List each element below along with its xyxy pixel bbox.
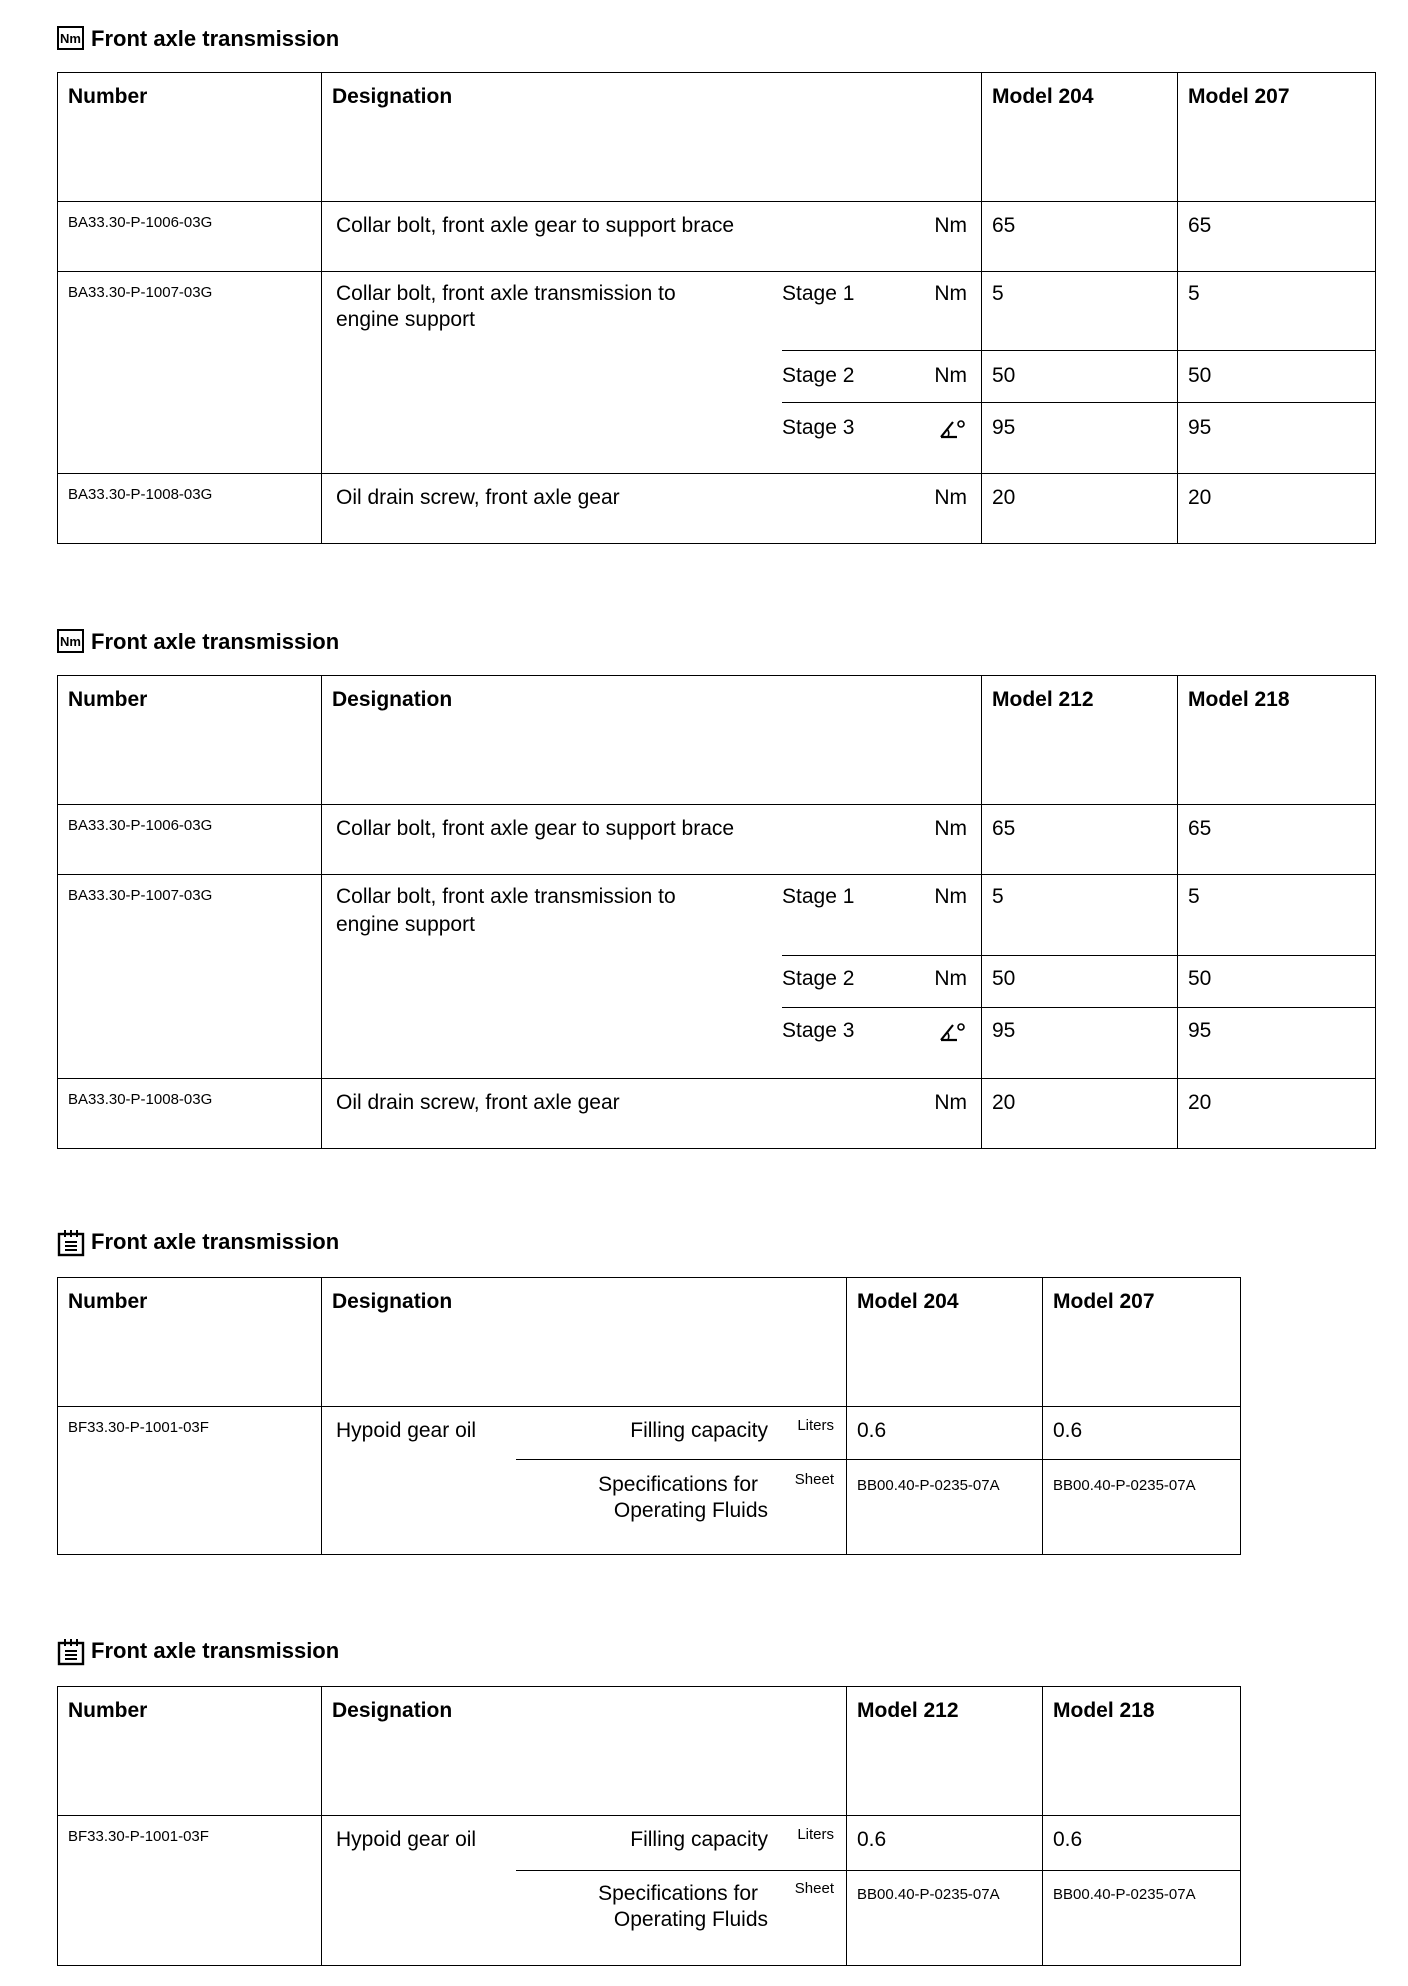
row-designation: Collar bolt, front axle gear to support brace Nm xyxy=(322,202,982,272)
row-designation: Hypoid gear oil Filling capacity Liters Specifications for Operating Fluids Sheet xyxy=(322,1816,847,1966)
row-number: BA33.30-P-1006-03G xyxy=(58,202,322,272)
stage-3-label: Stage 3 xyxy=(782,416,855,439)
value-model-a: 65 xyxy=(982,202,1178,272)
header-designation: Designation xyxy=(322,1687,847,1816)
stage-1-label: Stage 1 xyxy=(782,282,855,305)
value-model-b: 0.6 BB00.40-P-0235-07A xyxy=(1043,1816,1241,1966)
value-model-a: 0.6 BB00.40-P-0235-07A xyxy=(847,1816,1043,1966)
row-designation: Collar bolt, front axle transmission to engine support Stage 1 Nm Stage 2 Nm Stage 3 xyxy=(322,272,982,474)
header-number: Number xyxy=(58,676,322,805)
filling-capacity-label: Filling capacity xyxy=(630,1828,768,1851)
unit-sheet: Sheet xyxy=(794,1471,834,1488)
stage-2-label: Stage 2 xyxy=(782,364,855,387)
unit-nm: Nm xyxy=(934,885,967,908)
table-header-row xyxy=(58,73,1376,202)
svg-text:Nm: Nm xyxy=(60,31,81,46)
header-model-a: Model 212 xyxy=(982,676,1178,805)
unit-liters: Liters xyxy=(797,1826,834,1843)
row-designation: Collar bolt, front axle gear to support brace Nm xyxy=(322,805,982,875)
row-designation: Collar bolt, front axle transmission to engine support Stage 1 Nm Stage 2 Nm Stage 3 xyxy=(322,875,982,1079)
row-number: BA33.30-P-1007-03G xyxy=(58,875,322,1079)
row-number: BA33.30-P-1006-03G xyxy=(58,805,322,875)
svg-text:Nm: Nm xyxy=(60,634,81,649)
unit-nm: Nm xyxy=(934,214,967,237)
row-designation: Hypoid gear oil Filling capacity Liters Specifications for Operating Fluids Sheet xyxy=(322,1407,847,1555)
table-header-row xyxy=(58,1687,1241,1816)
value-model-a: 20 xyxy=(982,474,1178,544)
row-designation: Oil drain screw, front axle gear Nm xyxy=(322,474,982,544)
fluid-table xyxy=(57,1277,1241,1555)
header-number: Number xyxy=(58,1278,322,1407)
row-number: BA33.30-P-1007-03G xyxy=(58,272,322,474)
spec-label-line1: Specifications for xyxy=(598,1882,758,1905)
spec-sheet-link[interactable]: BB00.40-P-0235-07A xyxy=(857,1886,1000,1903)
table-header-row xyxy=(58,1278,1241,1407)
unit-nm: Nm xyxy=(934,282,967,305)
spec-label-line1: Specifications for xyxy=(598,1473,758,1496)
angle-degree-icon xyxy=(939,418,967,440)
header-number: Number xyxy=(58,73,322,202)
torque-table xyxy=(57,675,1376,1149)
stage-3-label: Stage 3 xyxy=(782,1019,855,1042)
table-row-fluid xyxy=(58,1816,1241,1966)
fluid-capacity-icon xyxy=(57,1229,85,1255)
fluid-table xyxy=(57,1686,1241,1966)
table-header-row xyxy=(58,676,1376,805)
value-model-a: 65 xyxy=(982,805,1178,875)
header-model-b: Model 207 xyxy=(1178,73,1376,202)
value-model-b: 20 xyxy=(1178,474,1376,544)
header-designation: Designation xyxy=(322,73,982,202)
fluid-capacity-icon xyxy=(57,1638,85,1664)
table-row-staged xyxy=(58,875,1376,1079)
row-number: BF33.30-P-1001-03F xyxy=(58,1407,322,1555)
torque-table xyxy=(57,72,1376,544)
header-model-b: Model 218 xyxy=(1178,676,1376,805)
section-title: Front axle transmission xyxy=(57,1227,339,1257)
table-row-fluid xyxy=(58,1407,1241,1555)
row-number: BA33.30-P-1008-03G xyxy=(58,1079,322,1149)
section-title: Front axle transmission xyxy=(57,1636,339,1666)
spec-sheet-link[interactable]: BB00.40-P-0235-07A xyxy=(857,1477,1000,1494)
angle-degree-icon xyxy=(939,1021,967,1043)
torque-nm-icon xyxy=(57,629,85,655)
value-model-b: 0.6 BB00.40-P-0235-07A xyxy=(1043,1407,1241,1555)
row-number: BF33.30-P-1001-03F xyxy=(58,1816,322,1966)
table-row xyxy=(58,805,1376,875)
unit-nm: Nm xyxy=(934,1091,967,1114)
header-number: Number xyxy=(58,1687,322,1816)
value-model-b: 65 xyxy=(1178,805,1376,875)
value-model-b: 5 50 95 xyxy=(1178,272,1376,474)
header-model-a: Model 204 xyxy=(982,73,1178,202)
header-model-b: Model 218 xyxy=(1043,1687,1241,1816)
unit-liters: Liters xyxy=(797,1417,834,1434)
spec-label-line2: Operating Fluids xyxy=(613,1908,768,1931)
section-title: Nm Front axle transmission xyxy=(57,24,339,54)
spec-label-line2: Operating Fluids xyxy=(613,1499,768,1522)
value-model-b: 65 xyxy=(1178,202,1376,272)
value-model-a: 5 50 95 xyxy=(982,875,1178,1079)
filling-capacity-label: Filling capacity xyxy=(630,1419,768,1442)
header-model-a: Model 212 xyxy=(847,1687,1043,1816)
table-row xyxy=(58,474,1376,544)
header-model-a: Model 204 xyxy=(847,1278,1043,1407)
unit-nm: Nm xyxy=(934,967,967,990)
spec-sheet-link[interactable]: BB00.40-P-0235-07A xyxy=(1053,1477,1196,1494)
value-model-a: 0.6 BB00.40-P-0235-07A xyxy=(847,1407,1043,1555)
unit-nm: Nm xyxy=(934,486,967,509)
row-designation: Oil drain screw, front axle gear Nm xyxy=(322,1079,982,1149)
header-designation: Designation xyxy=(322,676,982,805)
unit-sheet: Sheet xyxy=(794,1880,834,1897)
table-row xyxy=(58,1079,1376,1149)
value-model-a: 5 50 95 xyxy=(982,272,1178,474)
unit-nm: Nm xyxy=(934,364,967,387)
section-title: Nm Front axle transmission xyxy=(57,627,339,657)
torque-nm-icon xyxy=(57,26,85,52)
stage-2-label: Stage 2 xyxy=(782,967,855,990)
stage-1-label: Stage 1 xyxy=(782,885,855,908)
value-model-b: 20 xyxy=(1178,1079,1376,1149)
table-row-staged xyxy=(58,272,1376,474)
value-model-b: 5 50 95 xyxy=(1178,875,1376,1079)
table-row xyxy=(58,202,1376,272)
spec-sheet-link[interactable]: BB00.40-P-0235-07A xyxy=(1053,1886,1196,1903)
row-number: BA33.30-P-1008-03G xyxy=(58,474,322,544)
unit-nm: Nm xyxy=(934,817,967,840)
value-model-a: 20 xyxy=(982,1079,1178,1149)
header-model-b: Model 207 xyxy=(1043,1278,1241,1407)
header-designation: Designation xyxy=(322,1278,847,1407)
